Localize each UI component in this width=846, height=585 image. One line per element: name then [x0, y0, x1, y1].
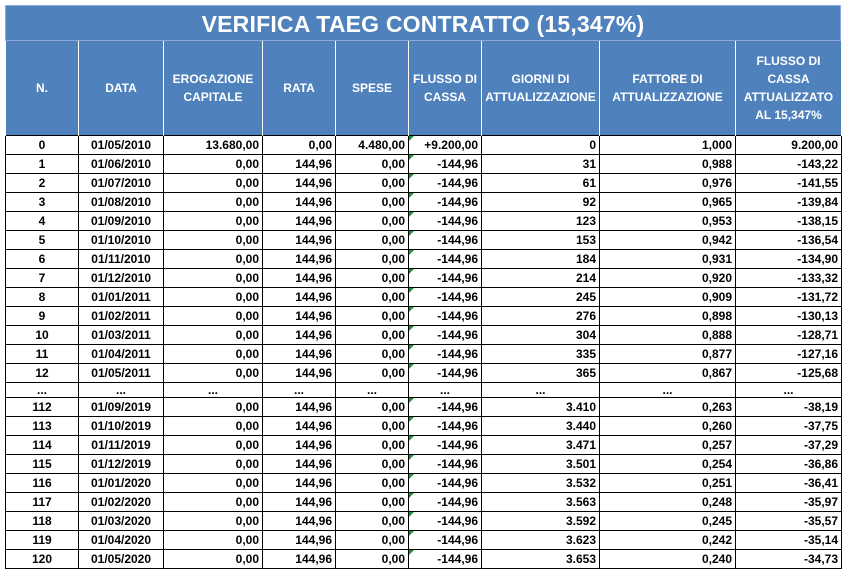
cell-fattore[interactable]: 0,257	[600, 436, 736, 455]
ellipsis-cell: ...	[736, 383, 842, 398]
table-row	[6, 269, 842, 288]
cell-data[interactable]: 01/07/2010	[79, 174, 164, 193]
header-flusso: FLUSSO DI CASSA	[409, 41, 482, 136]
cell-giorni[interactable]: 92	[482, 193, 600, 212]
cell-spese[interactable]: 0,00	[336, 455, 409, 474]
ellipsis-row	[6, 383, 842, 398]
table-row	[6, 364, 842, 383]
cell-rata[interactable]: 144,96	[263, 417, 336, 436]
cell-erogazione[interactable]: 0,00	[164, 174, 263, 193]
cell-flusso-attualizzato[interactable]: -128,71	[736, 326, 842, 345]
cell-erogazione[interactable]: 0,00	[164, 231, 263, 250]
cell-fattore[interactable]: 0,254	[600, 455, 736, 474]
cell-spese[interactable]: 0,00	[336, 231, 409, 250]
cell-flusso-attualizzato[interactable]: -35,57	[736, 512, 842, 531]
cell-data[interactable]: 01/01/2011	[79, 288, 164, 307]
cell-fattore[interactable]: 0,251	[600, 474, 736, 493]
cell-flusso[interactable]: -144,96	[409, 307, 482, 326]
cell-flusso-attualizzato[interactable]: 9.200,00	[736, 136, 842, 155]
cell-flusso-attualizzato[interactable]: -125,68	[736, 364, 842, 383]
table-body	[6, 136, 842, 569]
header-data: DATA	[79, 41, 164, 136]
cell-rata[interactable]: 144,96	[263, 512, 336, 531]
header-n: N.	[6, 41, 79, 136]
cell-n[interactable]: 112	[6, 398, 79, 417]
cell-rata[interactable]: 144,96	[263, 550, 336, 569]
cell-rata[interactable]: 144,96	[263, 193, 336, 212]
cell-n[interactable]: 119	[6, 531, 79, 550]
table-row	[6, 345, 842, 364]
cell-spese[interactable]: 0,00	[336, 417, 409, 436]
cell-giorni[interactable]: 365	[482, 364, 600, 383]
cell-flusso-attualizzato[interactable]: -35,14	[736, 531, 842, 550]
cell-n[interactable]: 118	[6, 512, 79, 531]
cell-flusso-attualizzato[interactable]: -34,73	[736, 550, 842, 569]
cell-erogazione[interactable]: 0,00	[164, 288, 263, 307]
table-row	[6, 512, 842, 531]
cell-fattore[interactable]: 0,976	[600, 174, 736, 193]
cell-data[interactable]: 01/12/2010	[79, 269, 164, 288]
header-flusso-attualizzato: FLUSSO DI CASSA ATTUALIZZATO AL 15,347%	[736, 41, 842, 136]
cell-fattore[interactable]: 0,242	[600, 531, 736, 550]
cell-erogazione[interactable]: 0,00	[164, 155, 263, 174]
table-row	[6, 455, 842, 474]
cell-giorni[interactable]: 3.410	[482, 398, 600, 417]
cell-rata[interactable]: 144,96	[263, 436, 336, 455]
cell-n[interactable]: 5	[6, 231, 79, 250]
table-row	[6, 531, 842, 550]
cell-rata[interactable]: 0,00	[263, 136, 336, 155]
cell-fattore[interactable]: 0,248	[600, 493, 736, 512]
cell-erogazione[interactable]: 0,00	[164, 345, 263, 364]
cell-fattore[interactable]: 0,245	[600, 512, 736, 531]
cell-flusso-attualizzato[interactable]: -37,29	[736, 436, 842, 455]
cell-spese[interactable]: 0,00	[336, 307, 409, 326]
cell-spese[interactable]: 0,00	[336, 212, 409, 231]
cell-fattore[interactable]: 0,988	[600, 155, 736, 174]
cell-flusso[interactable]: -144,96	[409, 417, 482, 436]
cell-data[interactable]: 01/05/2020	[79, 550, 164, 569]
cell-giorni[interactable]: 3.592	[482, 512, 600, 531]
cell-n[interactable]: 8	[6, 288, 79, 307]
cell-flusso[interactable]: -144,96	[409, 269, 482, 288]
cell-spese[interactable]: 0,00	[336, 250, 409, 269]
cell-erogazione[interactable]: 0,00	[164, 326, 263, 345]
cell-fattore[interactable]: 0,909	[600, 288, 736, 307]
cell-flusso[interactable]: -144,96	[409, 474, 482, 493]
cell-flusso-attualizzato[interactable]: -35,97	[736, 493, 842, 512]
cell-giorni[interactable]: 3.471	[482, 436, 600, 455]
cell-spese[interactable]: 0,00	[336, 269, 409, 288]
cell-erogazione[interactable]: 0,00	[164, 550, 263, 569]
cell-rata[interactable]: 144,96	[263, 288, 336, 307]
cell-rata[interactable]: 144,96	[263, 174, 336, 193]
cell-flusso[interactable]: -144,96	[409, 193, 482, 212]
table-row	[6, 326, 842, 345]
cell-spese[interactable]: 0,00	[336, 398, 409, 417]
cell-flusso[interactable]: -144,96	[409, 436, 482, 455]
cell-flusso[interactable]: -144,96	[409, 326, 482, 345]
cell-flusso[interactable]: -144,96	[409, 250, 482, 269]
cell-flusso-attualizzato[interactable]: -38,19	[736, 398, 842, 417]
cell-flusso-attualizzato[interactable]: -127,16	[736, 345, 842, 364]
cell-giorni[interactable]: 3.532	[482, 474, 600, 493]
cell-erogazione[interactable]: 0,00	[164, 193, 263, 212]
cell-erogazione[interactable]: 0,00	[164, 398, 263, 417]
cell-giorni[interactable]: 31	[482, 155, 600, 174]
cell-erogazione[interactable]: 0,00	[164, 417, 263, 436]
table-row	[6, 155, 842, 174]
cell-data[interactable]: 01/03/2020	[79, 512, 164, 531]
cell-data[interactable]: 01/09/2010	[79, 212, 164, 231]
cell-flusso[interactable]: -144,96	[409, 212, 482, 231]
cell-spese[interactable]: 0,00	[336, 345, 409, 364]
cell-data[interactable]: 01/04/2020	[79, 531, 164, 550]
table-row	[6, 136, 842, 155]
ellipsis-cell: ...	[336, 383, 409, 398]
cell-rata[interactable]: 144,96	[263, 231, 336, 250]
cell-flusso-attualizzato[interactable]: -138,15	[736, 212, 842, 231]
cell-erogazione[interactable]: 0,00	[164, 364, 263, 383]
cell-data[interactable]: 01/02/2020	[79, 493, 164, 512]
cell-spese[interactable]: 0,00	[336, 326, 409, 345]
cell-giorni[interactable]: 153	[482, 231, 600, 250]
cell-flusso[interactable]: -144,96	[409, 512, 482, 531]
sheet-title: VERIFICA TAEG CONTRATTO (15,347%)	[5, 5, 841, 41]
cell-fattore[interactable]: 0,965	[600, 193, 736, 212]
cell-fattore[interactable]: 1,000	[600, 136, 736, 155]
cell-data[interactable]: 01/05/2010	[79, 136, 164, 155]
cell-n[interactable]: 120	[6, 550, 79, 569]
cell-data[interactable]: 01/09/2019	[79, 398, 164, 417]
cell-data[interactable]: 01/02/2011	[79, 307, 164, 326]
cell-n[interactable]: 0	[6, 136, 79, 155]
cell-flusso-attualizzato[interactable]: -141,55	[736, 174, 842, 193]
cell-n[interactable]: 4	[6, 212, 79, 231]
cell-erogazione[interactable]: 13.680,00	[164, 136, 263, 155]
cell-flusso-attualizzato[interactable]: -130,13	[736, 307, 842, 326]
cell-erogazione[interactable]: 0,00	[164, 436, 263, 455]
cell-fattore[interactable]: 0,867	[600, 364, 736, 383]
cell-data[interactable]: 01/05/2011	[79, 364, 164, 383]
cell-spese[interactable]: 0,00	[336, 174, 409, 193]
cell-giorni[interactable]: 214	[482, 269, 600, 288]
cell-fattore[interactable]: 0,920	[600, 269, 736, 288]
cell-fattore[interactable]: 0,888	[600, 326, 736, 345]
cell-spese[interactable]: 0,00	[336, 512, 409, 531]
cell-flusso-attualizzato[interactable]: -36,86	[736, 455, 842, 474]
cell-erogazione[interactable]: 0,00	[164, 269, 263, 288]
cell-rata[interactable]: 144,96	[263, 307, 336, 326]
cell-flusso-attualizzato[interactable]: -136,54	[736, 231, 842, 250]
cell-flusso-attualizzato[interactable]: -134,90	[736, 250, 842, 269]
cell-flusso[interactable]: -144,96	[409, 155, 482, 174]
taeg-table	[5, 41, 842, 569]
cell-erogazione[interactable]: 0,00	[164, 250, 263, 269]
cell-fattore[interactable]: 0,263	[600, 398, 736, 417]
cell-n[interactable]: 11	[6, 345, 79, 364]
table-row	[6, 307, 842, 326]
cell-spese[interactable]: 0,00	[336, 474, 409, 493]
cell-giorni[interactable]: 0	[482, 136, 600, 155]
cell-rata[interactable]: 144,96	[263, 474, 336, 493]
cell-rata[interactable]: 144,96	[263, 455, 336, 474]
cell-data[interactable]: 01/10/2019	[79, 417, 164, 436]
cell-fattore[interactable]: 0,942	[600, 231, 736, 250]
cell-rata[interactable]: 144,96	[263, 364, 336, 383]
cell-flusso[interactable]: -144,96	[409, 288, 482, 307]
cell-rata[interactable]: 144,96	[263, 326, 336, 345]
cell-n[interactable]: 12	[6, 364, 79, 383]
table-row	[6, 288, 842, 307]
cell-giorni[interactable]: 184	[482, 250, 600, 269]
header-row	[6, 41, 842, 136]
cell-erogazione[interactable]: 0,00	[164, 531, 263, 550]
table-row	[6, 231, 842, 250]
cell-flusso-attualizzato[interactable]: -133,32	[736, 269, 842, 288]
cell-data[interactable]: 01/11/2010	[79, 250, 164, 269]
table-row	[6, 250, 842, 269]
cell-n[interactable]: 10	[6, 326, 79, 345]
header-erogazione: EROGAZIONE CAPITALE	[164, 41, 263, 136]
ellipsis-cell: ...	[263, 383, 336, 398]
cell-giorni[interactable]: 304	[482, 326, 600, 345]
cell-spese[interactable]: 0,00	[336, 531, 409, 550]
cell-rata[interactable]: 144,96	[263, 250, 336, 269]
cell-spese[interactable]: 4.480,00	[336, 136, 409, 155]
cell-flusso-attualizzato[interactable]: -36,41	[736, 474, 842, 493]
cell-data[interactable]: 01/08/2010	[79, 193, 164, 212]
cell-n[interactable]: 7	[6, 269, 79, 288]
cell-n[interactable]: 114	[6, 436, 79, 455]
table-row	[6, 474, 842, 493]
cell-fattore[interactable]: 0,953	[600, 212, 736, 231]
cell-spese[interactable]: 0,00	[336, 493, 409, 512]
cell-flusso-attualizzato[interactable]: -37,75	[736, 417, 842, 436]
cell-n[interactable]: 115	[6, 455, 79, 474]
cell-flusso[interactable]: -144,96	[409, 345, 482, 364]
table-row	[6, 550, 842, 569]
cell-erogazione[interactable]: 0,00	[164, 512, 263, 531]
ellipsis-cell: ...	[6, 383, 79, 398]
table-row	[6, 193, 842, 212]
cell-spese[interactable]: 0,00	[336, 193, 409, 212]
cell-data[interactable]: 01/01/2020	[79, 474, 164, 493]
cell-flusso[interactable]: +9.200,00	[409, 136, 482, 155]
cell-n[interactable]: 113	[6, 417, 79, 436]
cell-spese[interactable]: 0,00	[336, 436, 409, 455]
cell-erogazione[interactable]: 0,00	[164, 212, 263, 231]
table-row	[6, 436, 842, 455]
cell-n[interactable]: 9	[6, 307, 79, 326]
ellipsis-cell: ...	[600, 383, 736, 398]
cell-giorni[interactable]: 3.501	[482, 455, 600, 474]
cell-n[interactable]: 117	[6, 493, 79, 512]
cell-erogazione[interactable]: 0,00	[164, 307, 263, 326]
table-row	[6, 398, 842, 417]
cell-rata[interactable]: 144,96	[263, 345, 336, 364]
cell-giorni[interactable]: 245	[482, 288, 600, 307]
cell-n[interactable]: 1	[6, 155, 79, 174]
cell-flusso[interactable]: -144,96	[409, 455, 482, 474]
table-row	[6, 174, 842, 193]
cell-rata[interactable]: 144,96	[263, 493, 336, 512]
table-row	[6, 417, 842, 436]
cell-n[interactable]: 6	[6, 250, 79, 269]
cell-flusso[interactable]: -144,96	[409, 531, 482, 550]
ellipsis-cell: ...	[164, 383, 263, 398]
header-fattore: FATTORE DI ATTUALIZZAZIONE	[600, 41, 736, 136]
spreadsheet	[5, 5, 841, 569]
cell-flusso[interactable]: -144,96	[409, 550, 482, 569]
cell-giorni[interactable]: 3.653	[482, 550, 600, 569]
cell-n[interactable]: 116	[6, 474, 79, 493]
cell-flusso[interactable]: -144,96	[409, 174, 482, 193]
cell-data[interactable]: 01/04/2011	[79, 345, 164, 364]
cell-spese[interactable]: 0,00	[336, 155, 409, 174]
cell-rata[interactable]: 144,96	[263, 531, 336, 550]
cell-spese[interactable]: 0,00	[336, 364, 409, 383]
cell-erogazione[interactable]: 0,00	[164, 474, 263, 493]
cell-data[interactable]: 01/12/2019	[79, 455, 164, 474]
cell-flusso[interactable]: -144,96	[409, 398, 482, 417]
header-rata: RATA	[263, 41, 336, 136]
cell-fattore[interactable]: 0,877	[600, 345, 736, 364]
cell-fattore[interactable]: 0,260	[600, 417, 736, 436]
cell-rata[interactable]: 144,96	[263, 155, 336, 174]
cell-giorni[interactable]: 3.440	[482, 417, 600, 436]
cell-flusso[interactable]: -144,96	[409, 493, 482, 512]
cell-erogazione[interactable]: 0,00	[164, 493, 263, 512]
ellipsis-cell: ...	[79, 383, 164, 398]
cell-giorni[interactable]: 276	[482, 307, 600, 326]
cell-rata[interactable]: 144,96	[263, 269, 336, 288]
cell-flusso-attualizzato[interactable]: -131,72	[736, 288, 842, 307]
cell-giorni[interactable]: 123	[482, 212, 600, 231]
cell-n[interactable]: 3	[6, 193, 79, 212]
cell-giorni[interactable]: 3.563	[482, 493, 600, 512]
cell-fattore[interactable]: 0,931	[600, 250, 736, 269]
cell-data[interactable]: 01/11/2019	[79, 436, 164, 455]
cell-n[interactable]: 2	[6, 174, 79, 193]
cell-rata[interactable]: 144,96	[263, 212, 336, 231]
header-giorni: GIORNI DI ATTUALIZZAZIONE	[482, 41, 600, 136]
cell-rata[interactable]: 144,96	[263, 398, 336, 417]
cell-spese[interactable]: 0,00	[336, 288, 409, 307]
cell-data[interactable]: 01/03/2011	[79, 326, 164, 345]
ellipsis-cell: ...	[409, 383, 482, 398]
cell-spese[interactable]: 0,00	[336, 550, 409, 569]
table-row	[6, 212, 842, 231]
header-spese: SPESE	[336, 41, 409, 136]
cell-data[interactable]: 01/10/2010	[79, 231, 164, 250]
cell-giorni[interactable]: 3.623	[482, 531, 600, 550]
cell-giorni[interactable]: 335	[482, 345, 600, 364]
cell-data[interactable]: 01/06/2010	[79, 155, 164, 174]
cell-flusso-attualizzato[interactable]: -143,22	[736, 155, 842, 174]
cell-giorni[interactable]: 61	[482, 174, 600, 193]
cell-flusso-attualizzato[interactable]: -139,84	[736, 193, 842, 212]
cell-flusso[interactable]: -144,96	[409, 364, 482, 383]
cell-flusso[interactable]: -144,96	[409, 231, 482, 250]
cell-fattore[interactable]: 0,240	[600, 550, 736, 569]
ellipsis-cell: ...	[482, 383, 600, 398]
cell-erogazione[interactable]: 0,00	[164, 455, 263, 474]
table-row	[6, 493, 842, 512]
cell-fattore[interactable]: 0,898	[600, 307, 736, 326]
